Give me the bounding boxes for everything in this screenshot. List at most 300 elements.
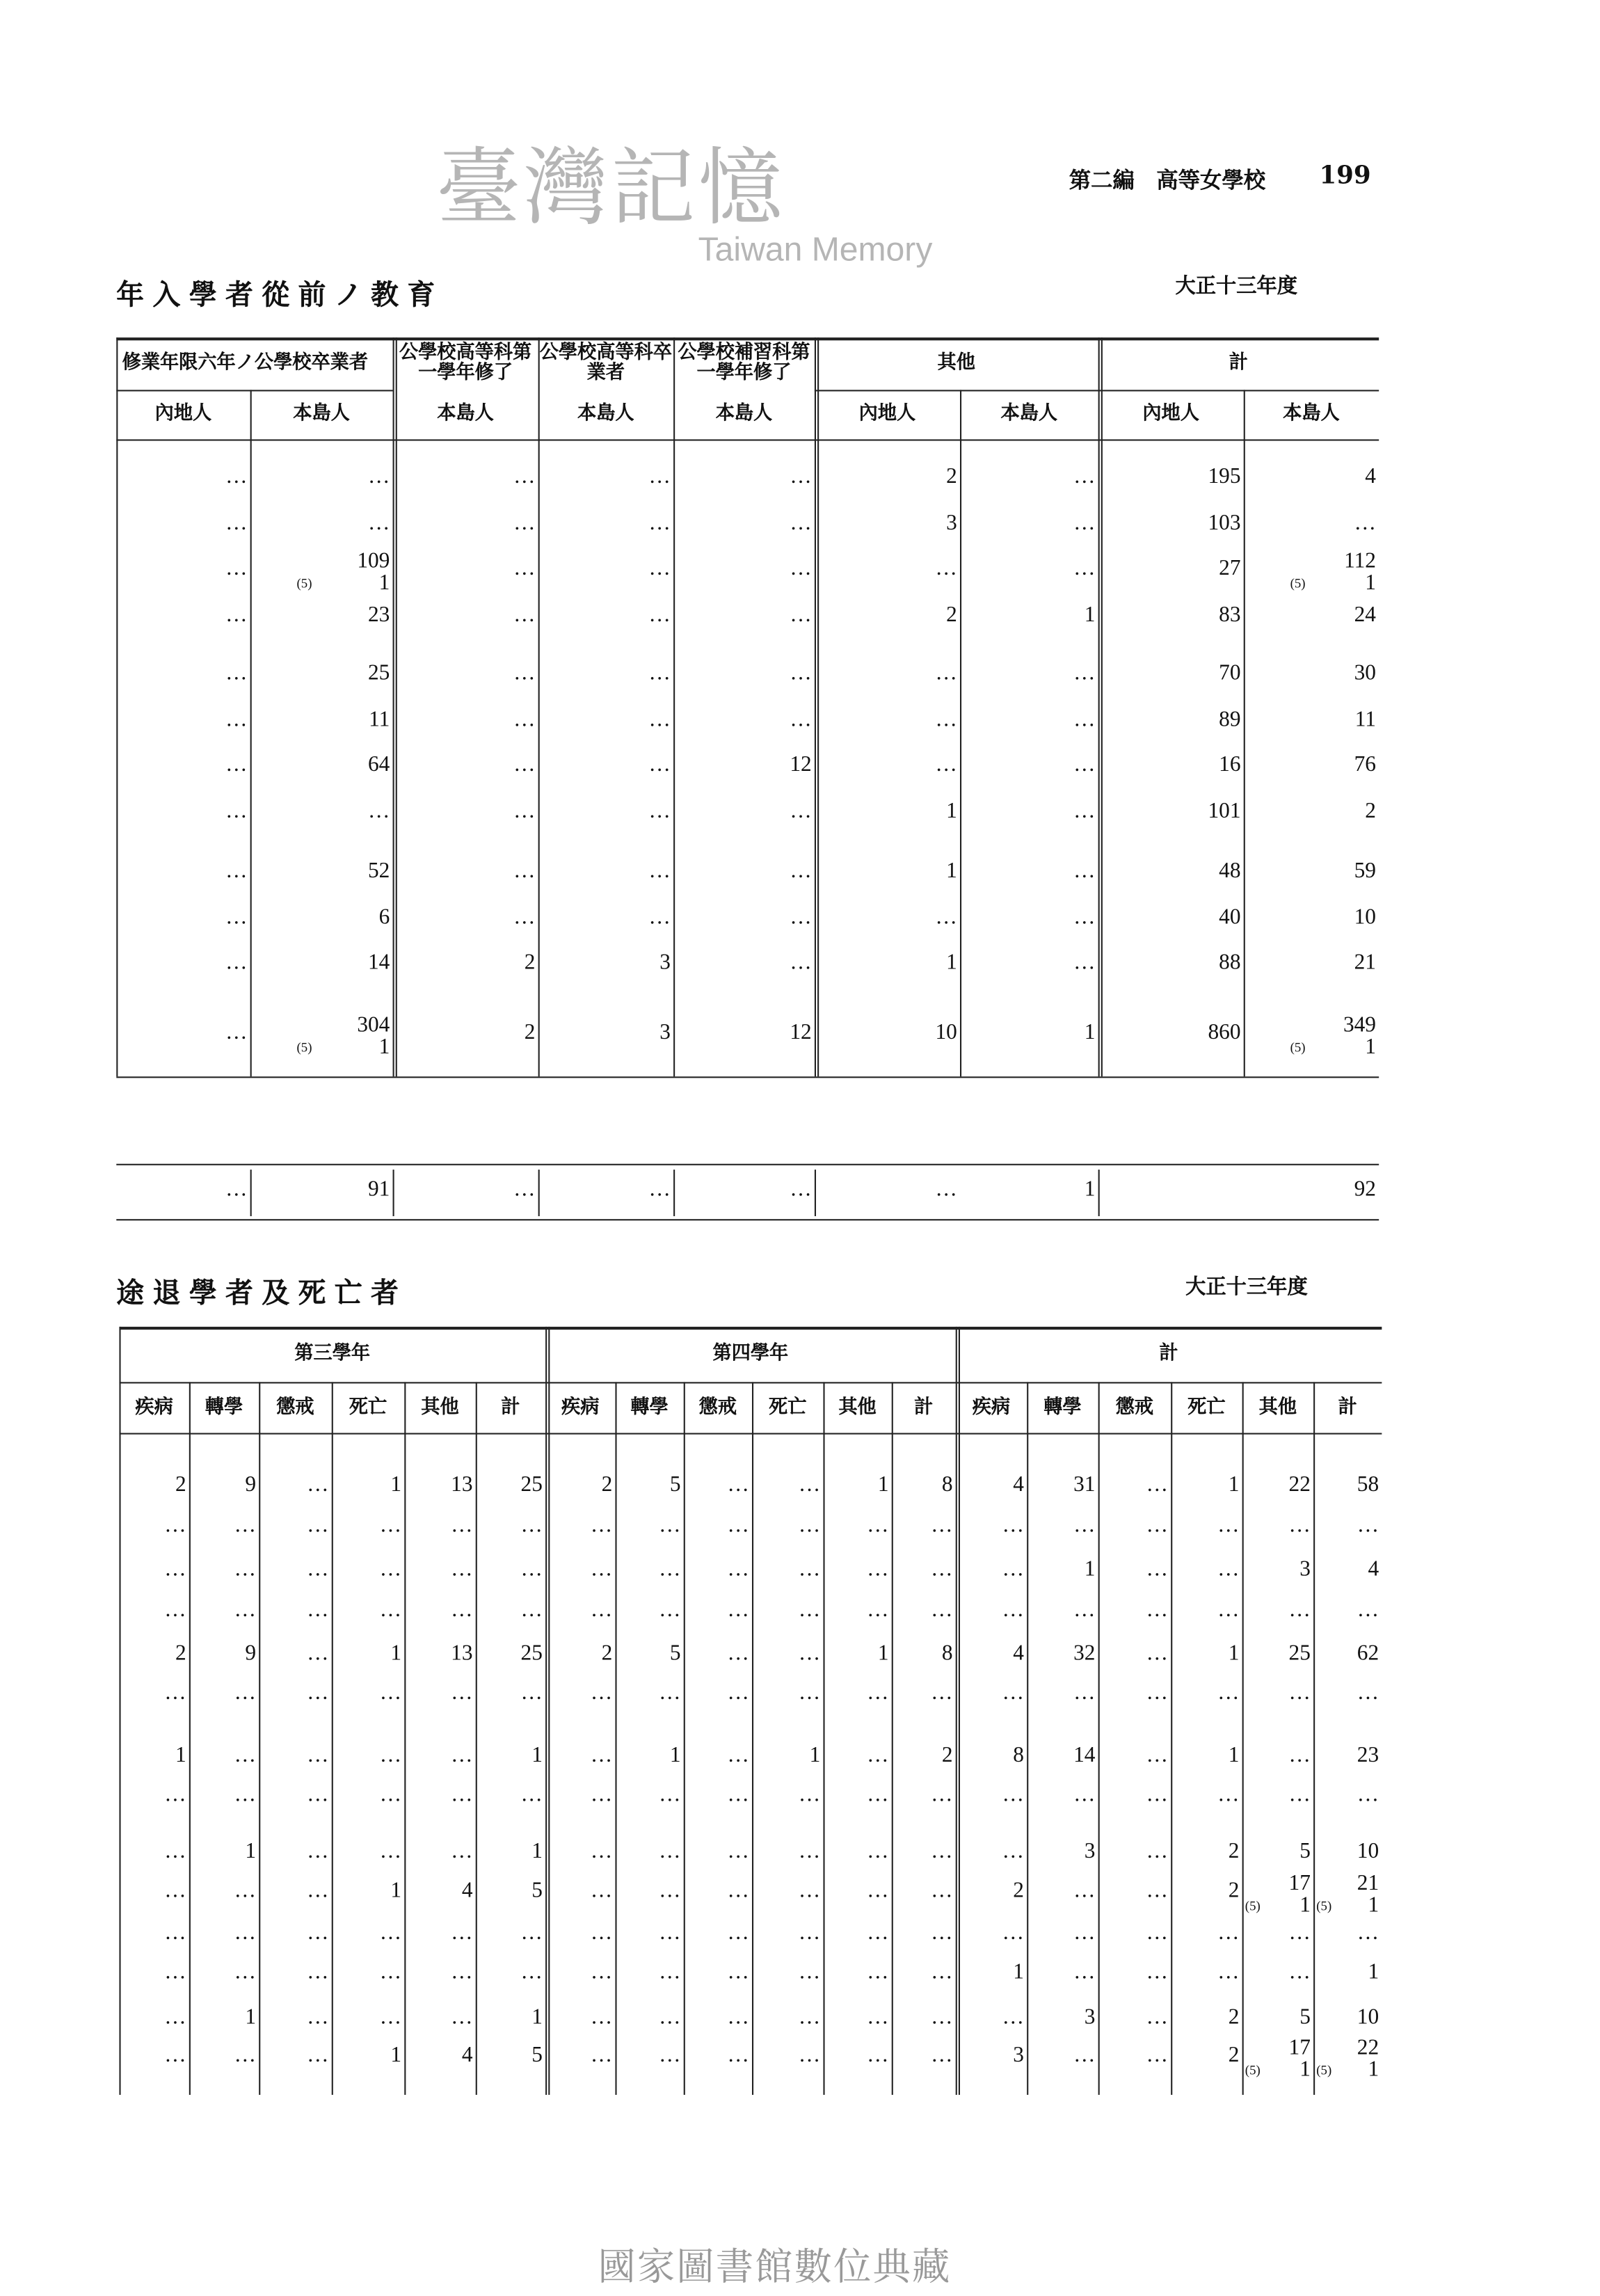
table-cell: … bbox=[1073, 754, 1096, 777]
table-cell: … bbox=[513, 799, 536, 824]
table-cell: 4 bbox=[1013, 1642, 1024, 1666]
table-cell: … bbox=[307, 1783, 329, 1807]
table-cell: 11 bbox=[369, 708, 390, 732]
table-cell: … bbox=[659, 1514, 681, 1538]
table-cell: … bbox=[727, 1783, 749, 1807]
table-cell: … bbox=[379, 1783, 402, 1807]
table-cell: … bbox=[164, 1961, 186, 1984]
table-cell: … bbox=[1146, 2006, 1168, 2030]
table-cell: 2 bbox=[524, 1021, 536, 1045]
table-cell: 304 1 bbox=[357, 1014, 390, 1060]
table-cell: … bbox=[1146, 1598, 1168, 1623]
watermark-logo: 臺灣記憶 bbox=[436, 138, 786, 237]
table-cell: … bbox=[513, 708, 536, 732]
table-cell: … bbox=[307, 1840, 329, 1864]
table-cell: … bbox=[451, 1514, 473, 1538]
table-cell: 1 bbox=[531, 1840, 543, 1864]
table-cell: … bbox=[1146, 1922, 1168, 1945]
table-cell: … bbox=[798, 2043, 821, 2068]
table-cell: … bbox=[164, 1922, 186, 1945]
watermark-english: Taiwan Memory bbox=[698, 230, 933, 268]
table-cell: 8 bbox=[1013, 1744, 1024, 1768]
table-cell: … bbox=[1002, 1840, 1024, 1864]
table-cell: … bbox=[1002, 1682, 1024, 1705]
table-cell: 70 bbox=[1219, 662, 1241, 685]
table-cell: … bbox=[513, 662, 536, 685]
table-cell: … bbox=[225, 799, 248, 824]
table-cell: … bbox=[798, 1514, 821, 1538]
table-cell: … bbox=[790, 511, 812, 536]
table-cell: 76 bbox=[1354, 754, 1376, 777]
table-cell: 17 1 bbox=[1288, 2036, 1311, 2082]
table-cell: … bbox=[451, 1922, 473, 1945]
column-subheader: 懲戒 bbox=[698, 1396, 737, 1418]
table-cell: … bbox=[727, 1961, 749, 1984]
table-cell: 58 bbox=[1357, 1474, 1379, 1497]
table-cell: 5 bbox=[1299, 1840, 1311, 1864]
table-cell: 1 bbox=[1084, 1558, 1096, 1581]
table-cell: 88 bbox=[1219, 951, 1241, 975]
table-cell: … bbox=[867, 1744, 889, 1768]
table-cell: … bbox=[867, 1961, 889, 1984]
table-rule bbox=[116, 439, 1379, 440]
table-cell: … bbox=[307, 1744, 329, 1768]
table-cell: … bbox=[867, 1783, 889, 1807]
table-cell: … bbox=[1073, 708, 1096, 732]
table-cell: … bbox=[1073, 1922, 1096, 1945]
column-group-header: 第三學年 bbox=[294, 1342, 371, 1365]
table-cell: 62 bbox=[1357, 1642, 1379, 1666]
column-subheader: 疾病 bbox=[135, 1396, 173, 1418]
column-subheader: 內地人 bbox=[1142, 403, 1199, 425]
table-cell: 10 bbox=[1357, 2006, 1379, 2030]
table-cell: … bbox=[648, 557, 671, 581]
table-cell: … bbox=[935, 557, 957, 581]
table-cell: … bbox=[867, 1598, 889, 1623]
table-cell: 14 bbox=[1073, 1744, 1096, 1768]
table-cell: … bbox=[520, 1558, 543, 1581]
table-cell: … bbox=[225, 511, 248, 536]
column-group-header: 公學校高等科卒業者 bbox=[539, 342, 672, 384]
table-cell: 5 bbox=[531, 1879, 543, 1903]
table-cell: 1 bbox=[877, 1642, 889, 1666]
table-cell: … bbox=[379, 2006, 402, 2030]
table-cell: … bbox=[451, 1783, 473, 1807]
table-cell: … bbox=[727, 1598, 749, 1623]
table-cell: … bbox=[790, 708, 812, 732]
table-cell: … bbox=[307, 1474, 329, 1497]
table-cell: … bbox=[307, 1598, 329, 1623]
table-cell: … bbox=[798, 1922, 821, 1945]
table-cell: … bbox=[867, 1514, 889, 1538]
table-cell: … bbox=[1146, 1474, 1168, 1497]
table-cell: … bbox=[727, 1840, 749, 1864]
table-cell: … bbox=[520, 1922, 543, 1945]
table-cell: 103 bbox=[1208, 511, 1241, 536]
table-cell: … bbox=[867, 2006, 889, 2030]
column-subheader: 轉學 bbox=[205, 1396, 243, 1418]
table-cell: 101 bbox=[1208, 799, 1241, 824]
table-cell: … bbox=[234, 1961, 256, 1984]
table-cell: … bbox=[727, 1474, 749, 1497]
table-cell: 112 1 bbox=[1344, 550, 1376, 596]
table-cell: … bbox=[1357, 1922, 1379, 1945]
table-cell: … bbox=[790, 465, 812, 489]
column-group-header: 第四學年 bbox=[712, 1342, 789, 1365]
column-subheader: 計 bbox=[1338, 1396, 1357, 1418]
table-cell: 12 bbox=[790, 754, 812, 777]
table-cell: … bbox=[451, 1840, 473, 1864]
table-cell: 4 bbox=[1013, 1474, 1024, 1497]
table-cell: … bbox=[659, 1783, 681, 1807]
table-cell: … bbox=[451, 1961, 473, 1984]
table-cell: 1 bbox=[1013, 1961, 1024, 1984]
page-number: 199 bbox=[1319, 161, 1371, 191]
table-rule bbox=[119, 1433, 1382, 1435]
column-group-header: 公學校高等科第一學年修了 bbox=[399, 342, 532, 384]
table-cell: 1 bbox=[809, 1744, 821, 1768]
table-cell: … bbox=[513, 859, 536, 884]
column-subheader: 內地人 bbox=[154, 403, 212, 425]
table-cell: 2 bbox=[1228, 2006, 1240, 2030]
table-cell: … bbox=[225, 1021, 248, 1045]
table-cell: 25 bbox=[1288, 1642, 1311, 1666]
table-cell: 3 bbox=[1084, 1840, 1096, 1864]
table-cell: … bbox=[379, 1922, 402, 1945]
table-cell: 1 bbox=[669, 1744, 681, 1768]
table-cell: … bbox=[307, 1879, 329, 1903]
table-cell: … bbox=[1002, 1598, 1024, 1623]
table-cell: … bbox=[234, 1682, 256, 1705]
table-cell: … bbox=[648, 603, 671, 628]
table-cell: … bbox=[1073, 1598, 1096, 1623]
table-cell: … bbox=[513, 906, 536, 930]
table-cell: 5 bbox=[669, 1642, 681, 1666]
table-cell: … bbox=[1002, 1514, 1024, 1538]
table-cell: … bbox=[590, 1682, 613, 1705]
table-cell: 1 bbox=[245, 1840, 256, 1864]
table-cell: … bbox=[648, 799, 671, 824]
footnote-marker: (5) bbox=[1245, 1898, 1261, 1913]
table-cell: … bbox=[164, 1514, 186, 1538]
table-cell: 5 bbox=[531, 2043, 543, 2068]
table-cell: … bbox=[379, 1598, 402, 1623]
table-cell: 4 bbox=[461, 2043, 473, 2068]
footnote-marker: (5) bbox=[1290, 575, 1306, 591]
table-cell: 2 bbox=[1365, 799, 1376, 824]
table-cell: … bbox=[379, 1514, 402, 1538]
column-subheader: 其他 bbox=[421, 1396, 459, 1418]
table-cell: 6 bbox=[378, 906, 390, 930]
table-cell: 1 bbox=[1228, 1744, 1240, 1768]
column-subheader: 本島人 bbox=[1283, 403, 1340, 425]
table-cell: … bbox=[798, 1961, 821, 1984]
table-cell: … bbox=[1288, 1922, 1311, 1945]
table-cell: … bbox=[931, 2006, 953, 2030]
table-cell: … bbox=[1073, 1879, 1096, 1903]
table-cell: … bbox=[1146, 1558, 1168, 1581]
table-cell: 1 bbox=[946, 859, 957, 884]
table-cell: … bbox=[367, 465, 390, 489]
table-cell: … bbox=[164, 2043, 186, 2068]
table-cell: 21 bbox=[1354, 951, 1376, 975]
table-cell: 1 bbox=[946, 951, 957, 975]
table-cell: 59 bbox=[1354, 859, 1376, 884]
table-cell: 349 1 bbox=[1343, 1014, 1376, 1060]
table-cell: … bbox=[931, 1514, 953, 1538]
column-subheader: 計 bbox=[501, 1396, 520, 1418]
table-cell: … bbox=[513, 465, 536, 489]
table-cell: … bbox=[935, 754, 957, 777]
table-cell: … bbox=[1146, 2043, 1168, 2068]
table-cell: … bbox=[520, 1598, 543, 1623]
table-cell: … bbox=[935, 1178, 957, 1202]
table-cell: … bbox=[1073, 1514, 1096, 1538]
column-subheader: 計 bbox=[914, 1396, 934, 1418]
table-cell: … bbox=[307, 2006, 329, 2030]
table-cell: … bbox=[164, 1783, 186, 1807]
table-cell: 89 bbox=[1219, 708, 1241, 732]
table-cell: … bbox=[225, 859, 248, 884]
table-cell: … bbox=[307, 1961, 329, 1984]
table-cell: … bbox=[164, 1682, 186, 1705]
table-cell: 2 bbox=[1228, 2043, 1240, 2068]
table-cell: 25 bbox=[520, 1474, 543, 1497]
table-cell: … bbox=[798, 1598, 821, 1623]
table-cell: 1 bbox=[946, 799, 957, 824]
table-cell: 11 bbox=[1354, 708, 1376, 732]
table-cell: … bbox=[164, 1879, 186, 1903]
table-cell: … bbox=[379, 1682, 402, 1705]
table-cell: … bbox=[590, 1961, 613, 1984]
table-cell: 2 bbox=[175, 1642, 186, 1666]
table-cell: 32 bbox=[1073, 1642, 1096, 1666]
table-cell: … bbox=[225, 754, 248, 777]
table-cell: … bbox=[790, 859, 812, 884]
table-cell: … bbox=[379, 1840, 402, 1864]
table-cell: … bbox=[798, 1558, 821, 1581]
table-cell: … bbox=[798, 1682, 821, 1705]
table-cell: 1 bbox=[1368, 1961, 1379, 1984]
table-cell: 25 bbox=[367, 662, 390, 685]
table2-year: 大正十三年度 bbox=[1185, 1275, 1308, 1300]
table-cell: … bbox=[931, 1922, 953, 1945]
table-cell: … bbox=[234, 1558, 256, 1581]
table-cell: 3 bbox=[1084, 2006, 1096, 2030]
table-cell: … bbox=[234, 1879, 256, 1903]
table-cell: … bbox=[451, 1744, 473, 1768]
table-cell: … bbox=[931, 1961, 953, 1984]
table-cell: … bbox=[798, 1879, 821, 1903]
table-rule bbox=[116, 1219, 1379, 1220]
table-cell: 16 bbox=[1219, 754, 1241, 777]
table-cell: … bbox=[590, 1922, 613, 1945]
table-cell: … bbox=[659, 1879, 681, 1903]
table-cell: … bbox=[225, 708, 248, 732]
table-cell: … bbox=[307, 1514, 329, 1538]
table-cell: 3 bbox=[946, 511, 957, 536]
table-cell: … bbox=[727, 1879, 749, 1903]
table-cell: 1 bbox=[1084, 603, 1096, 628]
table-cell: … bbox=[1146, 1744, 1168, 1768]
table-cell: 1 bbox=[390, 2043, 402, 2068]
table-cell: … bbox=[659, 1558, 681, 1581]
table-cell: … bbox=[790, 557, 812, 581]
table-cell: 21 1 bbox=[1357, 1872, 1379, 1918]
column-subheader: 疾病 bbox=[972, 1396, 1011, 1418]
table-cell: … bbox=[648, 708, 671, 732]
table-cell: … bbox=[659, 1598, 681, 1623]
table-cell: 1 bbox=[1228, 1474, 1240, 1497]
table-cell: … bbox=[513, 511, 536, 536]
table-cell: … bbox=[1073, 1783, 1096, 1807]
column-subheader: 本島人 bbox=[437, 403, 494, 425]
table-cell: … bbox=[727, 1558, 749, 1581]
table-cell: … bbox=[1002, 1558, 1024, 1581]
table-cell: … bbox=[307, 1682, 329, 1705]
table-cell: 3 bbox=[659, 951, 671, 975]
table-cell: … bbox=[727, 1642, 749, 1666]
table-cell: … bbox=[648, 511, 671, 536]
table-cell: … bbox=[1073, 799, 1096, 824]
table-cell: 195 bbox=[1208, 465, 1241, 489]
table-cell: … bbox=[790, 951, 812, 975]
column-subheader: 死亡 bbox=[1187, 1396, 1226, 1418]
table-cell: … bbox=[307, 1558, 329, 1581]
table-cell: … bbox=[1288, 1514, 1311, 1538]
table-cell: … bbox=[1288, 1744, 1311, 1768]
table-cell: … bbox=[1217, 1514, 1240, 1538]
table-cell: 10 bbox=[1354, 906, 1376, 930]
table-cell: … bbox=[1146, 1783, 1168, 1807]
table-cell: 1 bbox=[1084, 1021, 1096, 1045]
table-cell: 1 bbox=[531, 1744, 543, 1768]
table-cell: 860 bbox=[1208, 1021, 1241, 1045]
table-cell: 13 bbox=[451, 1642, 473, 1666]
table-cell: 4 bbox=[1365, 465, 1376, 489]
table-cell: … bbox=[164, 1558, 186, 1581]
table-cell: … bbox=[648, 1178, 671, 1202]
table-cell: … bbox=[451, 1682, 473, 1705]
table-cell: … bbox=[234, 1514, 256, 1538]
table-cell: 12 bbox=[790, 1021, 812, 1045]
table-cell: … bbox=[234, 2043, 256, 2068]
table-cell: … bbox=[513, 603, 536, 628]
column-subheader: 其他 bbox=[838, 1396, 877, 1418]
table-cell: 83 bbox=[1219, 603, 1241, 628]
table-cell: … bbox=[225, 906, 248, 930]
table-cell: 27 bbox=[1219, 557, 1241, 581]
table-cell: … bbox=[367, 799, 390, 824]
table-cell: … bbox=[648, 906, 671, 930]
table-cell: … bbox=[307, 1642, 329, 1666]
table-cell: … bbox=[867, 2043, 889, 2068]
table-cell: … bbox=[234, 1922, 256, 1945]
table-cell: 31 bbox=[1073, 1474, 1096, 1497]
table-cell: 25 bbox=[520, 1642, 543, 1666]
table-cell: 48 bbox=[1219, 859, 1241, 884]
table-cell: 3 bbox=[1013, 2043, 1024, 2068]
table-cell: 1 bbox=[531, 2006, 543, 2030]
table-cell: … bbox=[790, 603, 812, 628]
table1-year: 大正十三年度 bbox=[1175, 275, 1298, 298]
table-cell: … bbox=[225, 465, 248, 489]
table-cell: 22 bbox=[1288, 1474, 1311, 1497]
table-cell: … bbox=[798, 2006, 821, 2030]
column-subheader: 本島人 bbox=[1000, 403, 1058, 425]
column-subheader: 懲戒 bbox=[1115, 1396, 1154, 1418]
table-cell: … bbox=[1073, 662, 1096, 685]
table-cell: … bbox=[1002, 1922, 1024, 1945]
table-cell: 40 bbox=[1219, 906, 1241, 930]
table-cell: … bbox=[790, 799, 812, 824]
column-subheader: 死亡 bbox=[769, 1396, 807, 1418]
table-cell: … bbox=[659, 2043, 681, 2068]
table-cell: … bbox=[1146, 1840, 1168, 1864]
table-cell: … bbox=[867, 1879, 889, 1903]
column-subheader: 轉學 bbox=[630, 1396, 669, 1418]
table-cell: 1 bbox=[877, 1474, 889, 1497]
table-cell: 1 bbox=[390, 1474, 402, 1497]
table-cell: … bbox=[1073, 465, 1096, 489]
table-cell: 92 bbox=[1354, 1178, 1376, 1202]
table-cell: … bbox=[451, 2006, 473, 2030]
table-cell: … bbox=[867, 1682, 889, 1705]
table-cell: 5 bbox=[1299, 2006, 1311, 2030]
table-cell: … bbox=[931, 1879, 953, 1903]
table-cell: … bbox=[1073, 557, 1096, 581]
table-cell: 10 bbox=[1357, 1840, 1379, 1864]
running-header-section: 第二編 高等女學校 bbox=[1069, 167, 1266, 194]
column-subheader: 內地人 bbox=[858, 403, 916, 425]
table-cell: … bbox=[727, 1922, 749, 1945]
table-cell: … bbox=[307, 1922, 329, 1945]
table-cell: 9 bbox=[245, 1474, 256, 1497]
table-cell: 8 bbox=[941, 1474, 953, 1497]
table-cell: … bbox=[520, 1961, 543, 1984]
table-cell: … bbox=[590, 2006, 613, 2030]
table-cell: … bbox=[1146, 1682, 1168, 1705]
table-cell: 2 bbox=[175, 1474, 186, 1497]
table-cell: … bbox=[513, 557, 536, 581]
column-subheader: 本島人 bbox=[577, 403, 634, 425]
table-cell: 2 bbox=[946, 465, 957, 489]
table-cell: … bbox=[935, 708, 957, 732]
table-cell: … bbox=[1146, 1879, 1168, 1903]
table-cell: 1 bbox=[1228, 1642, 1240, 1666]
table-cell: … bbox=[1217, 1558, 1240, 1581]
table-cell: … bbox=[520, 1783, 543, 1807]
table-cell: … bbox=[1217, 1682, 1240, 1705]
table-cell: … bbox=[225, 1178, 248, 1202]
table-cell: … bbox=[867, 1840, 889, 1864]
table-cell: … bbox=[727, 2043, 749, 2068]
column-subheader: 本島人 bbox=[293, 403, 350, 425]
table-cell: … bbox=[234, 1783, 256, 1807]
table-cell: … bbox=[931, 1783, 953, 1807]
table-cell: … bbox=[590, 1840, 613, 1864]
table-cell: … bbox=[164, 1598, 186, 1623]
table-cell: 2 bbox=[601, 1474, 613, 1497]
table-cell: … bbox=[931, 1598, 953, 1623]
footnote-marker: (5) bbox=[1245, 2062, 1261, 2078]
column-subheader: 疾病 bbox=[561, 1396, 600, 1418]
table-cell: … bbox=[513, 754, 536, 777]
table-cell: … bbox=[1288, 1682, 1311, 1705]
table-cell: 30 bbox=[1354, 662, 1376, 685]
table-cell: 109 1 bbox=[357, 550, 390, 596]
table-cell: 14 bbox=[367, 951, 390, 975]
